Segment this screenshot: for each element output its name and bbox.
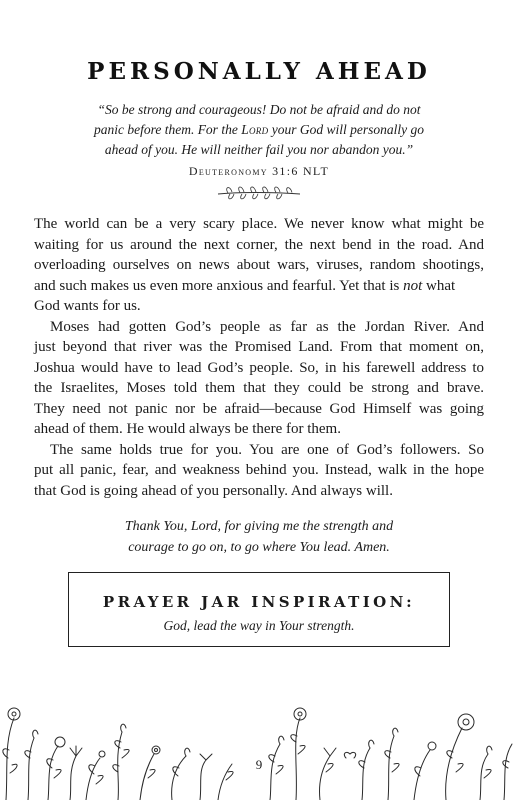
quote-line-3: ahead of you. He will neither fail you nor abandon you.” <box>104 142 414 157</box>
devotional-body <box>34 214 484 501</box>
body-line: the Israelites, Moses told them that they could be strong and brave. <box>34 380 484 396</box>
quote-line-2: panic before them. For the Lord your God will personally go <box>93 122 425 137</box>
scripture-quote <box>50 100 468 160</box>
body-line: The world can be a very scary place. We never know what might be <box>34 216 484 232</box>
body-line: put all panic, fear, and weakness behind you. Instead, walk in the hope <box>34 462 484 478</box>
body-line: Joshua would have to lead God’s people. So, in his farewell address to <box>34 359 484 376</box>
lord-small-caps: Lord <box>241 122 269 137</box>
wildflower-border-illustration <box>0 698 518 800</box>
body-line: overloading ourselves on news about wars, viruses, random shootings, <box>34 257 484 273</box>
page-title: PERSONALLY AHEAD <box>87 58 431 85</box>
body-line: God wants for us. <box>34 298 141 314</box>
closing-prayer <box>50 516 468 558</box>
body-line: that God is going ahead of you personally. And always will. <box>34 482 393 499</box>
body-line: ahead of them. He would always be there for them. <box>34 421 341 437</box>
body-line: Moses had gotten God’s people as far as the Jordan River. And <box>50 318 484 335</box>
body-line: just beyond that river was the Promised Land. From that moment on, <box>34 339 484 355</box>
prayer-line-2: courage to go on, to go where You lead. Amen. <box>128 540 390 555</box>
body-line: They need not panic nor be afraid—because God Himself was going <box>34 400 484 417</box>
body-line: The same holds true for you. You are one of God’s followers. So <box>50 441 484 458</box>
body-line: and such makes us even more anxious and fearful. Yet that is not what <box>34 277 456 294</box>
emphasis-not: not <box>403 277 423 294</box>
inspiration-title: PRAYER JAR INSPIRATION: <box>102 593 416 611</box>
page-number: 9 <box>0 757 518 773</box>
quote-line-1: “So be strong and courageous! Do not be afraid and do not <box>97 102 421 117</box>
laurel-branch-divider-icon <box>214 183 304 203</box>
prayer-jar-inspiration-box <box>68 572 450 647</box>
prayer-line-1: Thank You, Lord, for giving me the strength and <box>124 519 394 534</box>
inspiration-text: God, lead the way in Your strength. <box>163 618 355 633</box>
body-line: waiting for us around the next corner, the next bend in the road. And <box>34 236 484 253</box>
scripture-reference: Deuteronomy 31:6 NLT <box>188 164 330 178</box>
